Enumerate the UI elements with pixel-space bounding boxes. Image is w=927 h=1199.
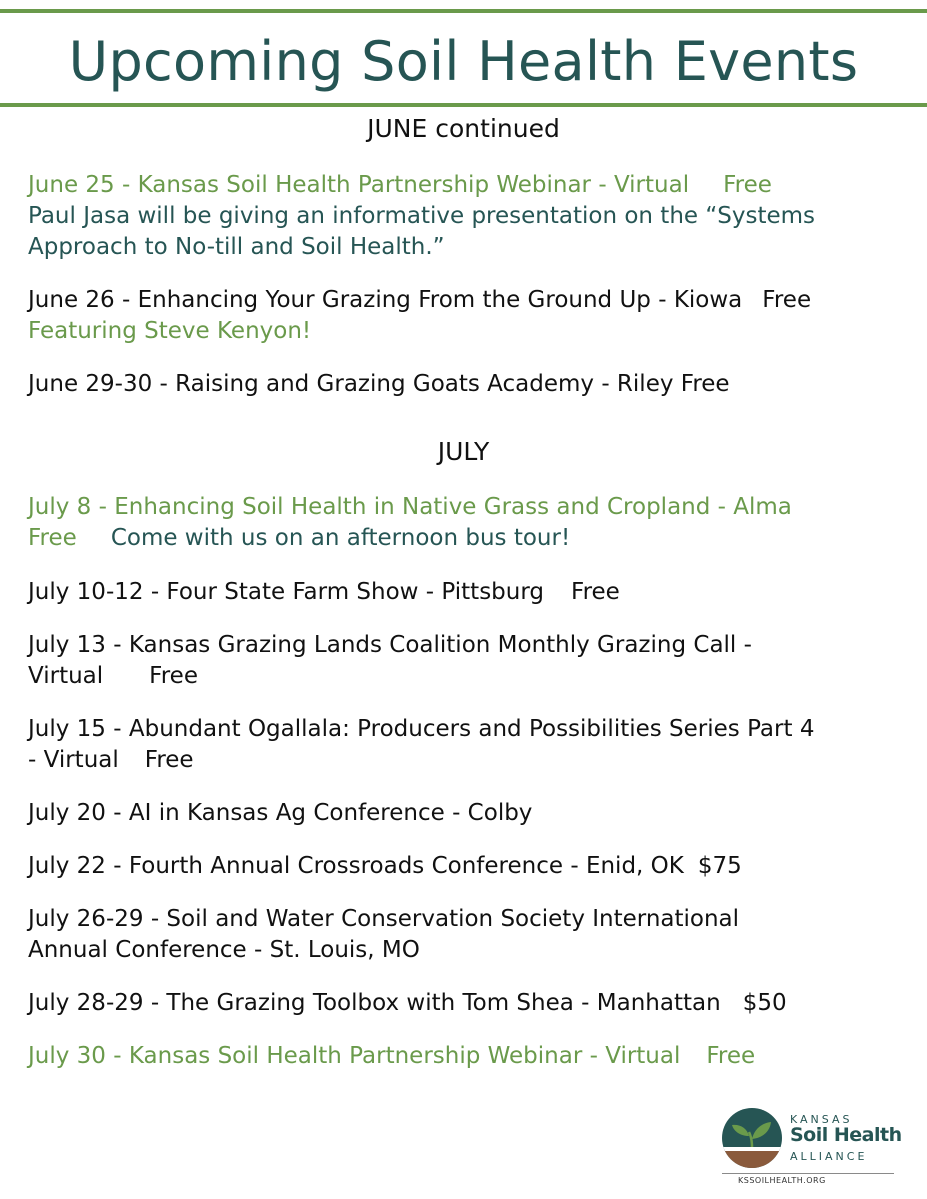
event-june-26 (28, 285, 908, 347)
logo-divider (722, 1173, 894, 1174)
event-title: July 30 - Kansas Soil Health Partnership Webinar - Virtual (28, 1043, 681, 1069)
event-price: Free (144, 747, 194, 773)
event-price: Free (28, 525, 77, 551)
event-description: Featuring Steve Kenyon! (28, 318, 312, 344)
event-july-8 (28, 492, 908, 554)
event-july-15 (28, 714, 908, 776)
event-june-25 (28, 170, 908, 263)
event-july-26-29 (28, 904, 908, 966)
event-july-30 (28, 1041, 908, 1072)
event-title: July 26-29 - Soil and Water Conservation Society International (28, 906, 740, 932)
event-description: Come with us on an afternoon bus tour! (110, 525, 571, 551)
logo-kansas-text: KANSAS (790, 1113, 853, 1126)
event-title: June 26 - Enhancing Your Grazing From the Ground Up - Kiowa (28, 287, 743, 313)
event-title: July 28-29 - The Grazing Toolbox with Tom Shea - Manhattan (28, 990, 721, 1016)
event-july-28-29 (28, 988, 908, 1019)
title-underline (0, 103, 927, 107)
event-june-29-30 (28, 369, 908, 400)
event-title: Annual Conference - St. Louis, MO (28, 937, 420, 963)
event-july-13 (28, 630, 908, 692)
event-title: July 15 - Abundant Ogallala: Producers and Possibilities Series Part 4 (28, 716, 815, 742)
event-description: Approach to No-till and Soil Health.” (28, 234, 445, 260)
july-heading: JULY (437, 437, 490, 466)
event-title: July 10-12 - Four State Farm Show - Pittsburg (28, 579, 545, 605)
event-title: July 20 - AI in Kansas Ag Conference - Colby (28, 800, 533, 826)
event-price: Free (723, 172, 772, 198)
event-price: $50 (742, 990, 787, 1016)
event-location: Virtual (28, 663, 104, 689)
event-title: July 13 - Kansas Grazing Lands Coalition Monthly Grazing Call - (28, 632, 752, 658)
event-price: Free (571, 579, 620, 605)
event-price: Free (706, 1043, 756, 1069)
event-july-22 (28, 851, 908, 882)
event-price: $75 (697, 853, 742, 879)
sprout-emblem-icon (721, 1106, 783, 1170)
event-location: - Virtual (28, 747, 119, 773)
event-title: July 8 - Enhancing Soil Health in Native Grass and Cropland - Alma (28, 494, 792, 520)
logo-alliance-text: ALLIANCE (790, 1150, 868, 1163)
event-title: July 22 - Fourth Annual Crossroads Conference - Enid, OK (28, 853, 684, 879)
june-heading: JUNE continued (367, 114, 560, 143)
event-price: Free (149, 663, 198, 689)
logo-url-text: KSSOILHEALTH.ORG (738, 1176, 826, 1185)
event-title: June 25 - Kansas Soil Health Partnership Webinar - Virtual (28, 172, 690, 198)
top-rule (0, 9, 927, 13)
event-description: Paul Jasa will be giving an informative presentation on the “Systems (28, 203, 816, 229)
event-july-20 (28, 798, 908, 829)
event-july-10-12 (28, 577, 908, 608)
logo-soil-health-text: Soil Health (790, 1124, 902, 1146)
event-price: Free (762, 287, 812, 313)
event-title: June 29-30 - Raising and Grazing Goats Academy - Riley Free (28, 371, 730, 397)
page-title: Upcoming Soil Health Events (68, 30, 859, 93)
